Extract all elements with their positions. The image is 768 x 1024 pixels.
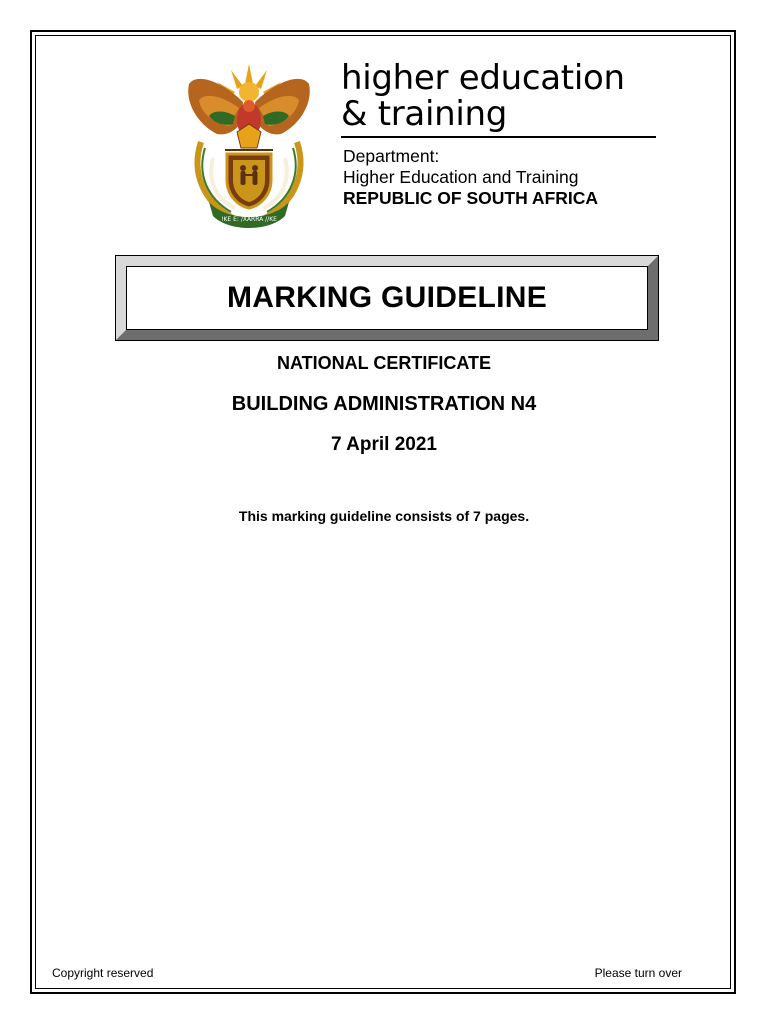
department-block [343,146,598,209]
brand-title-line1: higher education [341,58,625,98]
brand-divider [341,136,656,138]
exam-date: 7 April 2021 [331,434,437,455]
crest-motto-text: !KE E: /XARRA //KE [221,216,277,223]
country-name: REPUBLIC OF SOUTH AFRICA [343,188,599,208]
brand-title-line2: & training [341,94,508,134]
title-frame [116,256,658,340]
certificate-heading: NATIONAL CERTIFICATE [277,353,491,373]
title-frame-inner [126,266,648,330]
copyright-notice: Copyright reserved [52,966,154,980]
turn-over-notice: Please turn over [594,966,682,980]
document-title: MARKING GUIDELINE [226,281,548,314]
subject-heading: BUILDING ADMINISTRATION N4 [231,393,537,415]
page-count-note: This marking guideline consists of 7 pages. [238,508,530,524]
coat-of-arms-icon [183,62,315,232]
brand-title [341,60,625,132]
department-label: Department: [343,146,440,166]
department-name: Higher Education and Training [343,167,579,187]
